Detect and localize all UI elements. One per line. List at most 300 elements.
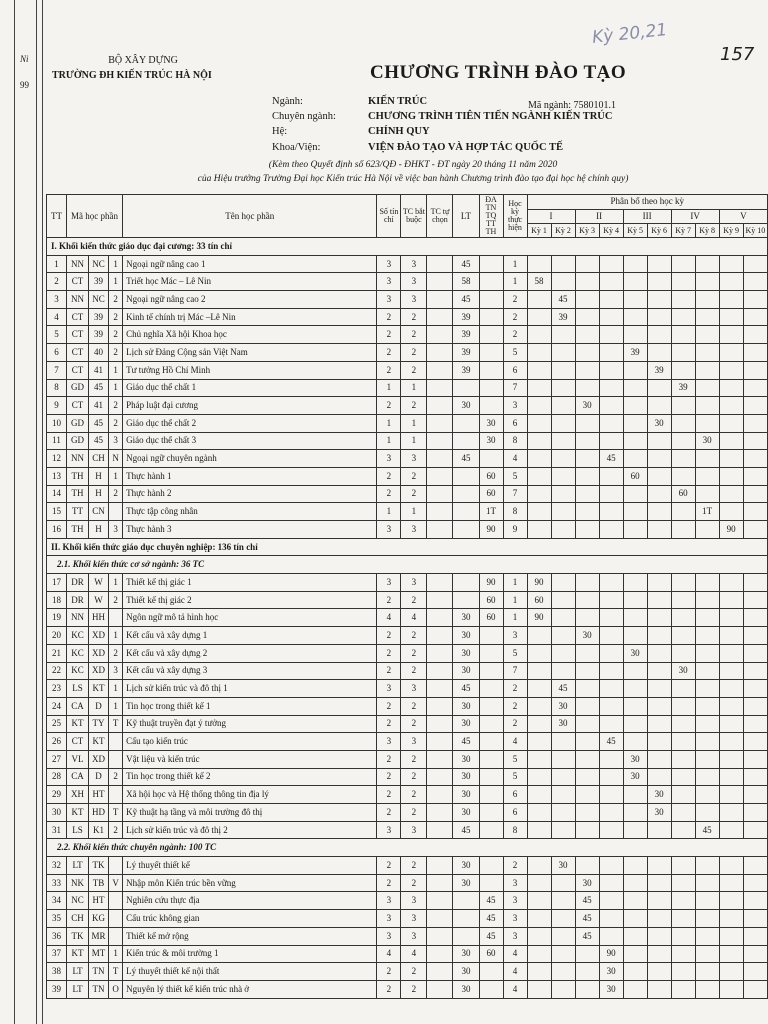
elective-credits — [427, 892, 453, 910]
curriculum-table-body — [47, 238, 768, 999]
code-prefix: KT — [67, 804, 89, 822]
lecture-hours: 30 — [453, 857, 479, 875]
required-credits: 3 — [401, 892, 427, 910]
semester: 9 — [503, 521, 527, 539]
row-number: 37 — [47, 945, 67, 963]
term-hours-cell — [527, 344, 551, 362]
term-hours-cell: 60 — [527, 591, 551, 609]
term-hours-cell: 30 — [551, 697, 575, 715]
term-header: Kỳ 8 — [695, 224, 719, 238]
lecture-hours: 30 — [453, 945, 479, 963]
code-group: TN — [89, 980, 109, 998]
code-group: TY — [89, 715, 109, 733]
code-group: KT — [89, 733, 109, 751]
term-hours-cell — [527, 874, 551, 892]
lecture-hours — [453, 591, 479, 609]
table-row — [47, 768, 768, 786]
term-hours-cell — [695, 662, 719, 680]
table-row — [47, 450, 768, 468]
term-hours-cell — [719, 680, 743, 698]
term-hours-cell — [671, 750, 695, 768]
semester: 2 — [503, 697, 527, 715]
table-row — [47, 680, 768, 698]
term-hours-cell — [623, 627, 647, 645]
elective-credits — [427, 467, 453, 485]
code-prefix: NC — [67, 892, 89, 910]
code-prefix: CT — [67, 308, 89, 326]
course-name: Thực tập công nhân — [123, 503, 377, 521]
table-row — [47, 432, 768, 450]
term-hours-cell — [695, 768, 719, 786]
term-hours-cell — [575, 857, 599, 875]
row-number: 36 — [47, 927, 67, 945]
code-suffix: 3 — [109, 662, 123, 680]
curriculum-table-wrap — [46, 194, 768, 999]
semester: 1 — [503, 609, 527, 627]
term-hours-cell — [743, 397, 767, 415]
term-hours-cell — [647, 980, 671, 998]
term-hours-cell — [695, 715, 719, 733]
code-group: 39 — [89, 273, 109, 291]
term-hours-cell — [743, 733, 767, 751]
credits: 3 — [377, 291, 401, 309]
col-header-dn: ĐA TN TQ TT TH — [479, 195, 503, 238]
term-hours-cell: 90 — [719, 521, 743, 539]
term-hours-cell — [647, 874, 671, 892]
credits: 2 — [377, 397, 401, 415]
course-name: Kỹ thuật hạ tầng và môi trường đô thị — [123, 804, 377, 822]
course-name: Tin học trong thiết kế 2 — [123, 768, 377, 786]
term-hours-cell: 30 — [599, 963, 623, 981]
required-credits: 2 — [401, 485, 427, 503]
table-row — [47, 273, 768, 291]
term-hours-cell — [671, 892, 695, 910]
semester: 4 — [503, 450, 527, 468]
table-row — [47, 945, 768, 963]
required-credits: 3 — [401, 927, 427, 945]
elective-credits — [427, 521, 453, 539]
practice-hours — [479, 768, 503, 786]
practice-hours — [479, 715, 503, 733]
required-credits: 2 — [401, 980, 427, 998]
term-hours-cell — [527, 397, 551, 415]
term-hours-cell — [719, 609, 743, 627]
credits: 2 — [377, 485, 401, 503]
course-name: Ngôn ngữ mô tả hình học — [123, 609, 377, 627]
table-row — [47, 644, 768, 662]
term-hours-cell — [743, 857, 767, 875]
term-hours-cell — [599, 591, 623, 609]
term-hours-cell — [671, 786, 695, 804]
term-hours-cell — [527, 308, 551, 326]
term-hours-cell: 30 — [623, 768, 647, 786]
code-suffix — [109, 750, 123, 768]
lecture-hours: 30 — [453, 609, 479, 627]
row-number: 9 — [47, 397, 67, 415]
practice-hours: 60 — [479, 609, 503, 627]
table-row — [47, 609, 768, 627]
term-hours-cell — [671, 361, 695, 379]
required-credits: 2 — [401, 627, 427, 645]
lecture-hours: 45 — [453, 450, 479, 468]
term-hours-cell — [743, 308, 767, 326]
code-suffix: V — [109, 874, 123, 892]
credits: 2 — [377, 768, 401, 786]
credits: 3 — [377, 273, 401, 291]
code-suffix: 1 — [109, 574, 123, 592]
field-label: Khoa/Viện: — [272, 142, 321, 153]
term-hours-cell — [719, 945, 743, 963]
term-hours-cell — [623, 291, 647, 309]
term-hours-cell — [575, 644, 599, 662]
elective-credits — [427, 821, 453, 839]
lecture-hours: 39 — [453, 308, 479, 326]
course-name: Lý thuyết thiết kế nội thất — [123, 963, 377, 981]
required-credits: 2 — [401, 397, 427, 415]
term-hours-cell — [695, 697, 719, 715]
row-number: 3 — [47, 291, 67, 309]
term-hours-cell — [575, 697, 599, 715]
required-credits: 2 — [401, 591, 427, 609]
elective-credits — [427, 450, 453, 468]
term-hours-cell — [527, 361, 551, 379]
code-group: MR — [89, 927, 109, 945]
term-hours-cell — [623, 804, 647, 822]
code-prefix: LT — [67, 963, 89, 981]
col-header-tt: TT — [47, 195, 67, 238]
code-group: D — [89, 768, 109, 786]
term-hours-cell — [551, 927, 575, 945]
row-number: 23 — [47, 680, 67, 698]
term-hours-cell — [599, 804, 623, 822]
semester: 4 — [503, 980, 527, 998]
term-hours-cell — [647, 344, 671, 362]
section-title: 2.2. Khối kiến thức chuyên ngành: 100 TC — [47, 839, 768, 857]
term-hours-cell — [671, 450, 695, 468]
term-hours-cell — [671, 308, 695, 326]
term-hours-cell — [743, 574, 767, 592]
term-hours-cell — [527, 804, 551, 822]
term-header: Kỳ 2 — [551, 224, 575, 238]
code-suffix: 1 — [109, 361, 123, 379]
credits: 3 — [377, 733, 401, 751]
practice-hours: 30 — [479, 414, 503, 432]
term-hours-cell — [719, 574, 743, 592]
credits: 2 — [377, 308, 401, 326]
term-hours-cell: 30 — [647, 414, 671, 432]
credits: 3 — [377, 892, 401, 910]
term-hours-cell — [551, 733, 575, 751]
term-hours-cell — [695, 344, 719, 362]
term-hours-cell — [551, 521, 575, 539]
lecture-hours: 30 — [453, 397, 479, 415]
code-suffix: 2 — [109, 326, 123, 344]
term-hours-cell — [743, 503, 767, 521]
practice-hours — [479, 857, 503, 875]
term-hours-cell — [647, 662, 671, 680]
course-name: Tin học trong thiết kế 1 — [123, 697, 377, 715]
term-hours-cell: 39 — [551, 308, 575, 326]
practice-hours — [479, 963, 503, 981]
semester: 2 — [503, 715, 527, 733]
practice-hours — [479, 308, 503, 326]
term-hours-cell — [623, 432, 647, 450]
term-hours-cell: 60 — [623, 467, 647, 485]
term-header: Kỳ 5 — [623, 224, 647, 238]
term-hours-cell — [527, 627, 551, 645]
code-prefix: TT — [67, 503, 89, 521]
course-name: Cấu trúc không gian — [123, 910, 377, 928]
table-row — [47, 786, 768, 804]
field-value: VIỆN ĐÀO TẠO VÀ HỢP TÁC QUỐC TẾ — [368, 142, 563, 153]
code-suffix: 3 — [109, 521, 123, 539]
term-hours-cell — [647, 821, 671, 839]
row-number: 6 — [47, 344, 67, 362]
practice-hours — [479, 821, 503, 839]
lecture-hours — [453, 574, 479, 592]
practice-hours — [479, 291, 503, 309]
term-hours-cell — [623, 945, 647, 963]
elective-credits — [427, 874, 453, 892]
lecture-hours: 30 — [453, 697, 479, 715]
term-hours-cell — [623, 662, 647, 680]
code-suffix: 2 — [109, 397, 123, 415]
code-group: NC — [89, 291, 109, 309]
lecture-hours: 30 — [453, 980, 479, 998]
elective-credits — [427, 750, 453, 768]
term-hours-cell — [695, 574, 719, 592]
field-value: CHƯƠNG TRÌNH TIÊN TIẾN NGÀNH KIẾN TRÚC — [368, 111, 613, 122]
term-hours-cell — [743, 697, 767, 715]
term-hours-cell — [527, 963, 551, 981]
term-hours-cell — [695, 326, 719, 344]
term-hours-cell — [695, 521, 719, 539]
term-hours-cell — [671, 503, 695, 521]
course-name: Thiết kế thị giác 2 — [123, 591, 377, 609]
code-group: W — [89, 591, 109, 609]
col-header-required: TC bắt buộc — [401, 195, 427, 238]
table-row — [47, 821, 768, 839]
code-prefix: NN — [67, 291, 89, 309]
term-hours-cell — [527, 521, 551, 539]
term-hours-cell — [695, 945, 719, 963]
term-hours-cell — [671, 821, 695, 839]
required-credits: 2 — [401, 750, 427, 768]
term-hours-cell — [599, 910, 623, 928]
term-hours-cell — [695, 361, 719, 379]
code-group: TB — [89, 874, 109, 892]
major-code: Mã ngành: 7580101.1 — [528, 100, 617, 111]
term-hours-cell — [551, 963, 575, 981]
practice-hours: 60 — [479, 591, 503, 609]
elective-credits — [427, 733, 453, 751]
code-group: HH — [89, 609, 109, 627]
term-hours-cell — [575, 768, 599, 786]
term-hours-cell — [719, 715, 743, 733]
required-credits: 2 — [401, 768, 427, 786]
credits: 3 — [377, 821, 401, 839]
term-hours-cell — [719, 485, 743, 503]
term-hours-cell — [575, 414, 599, 432]
term-hours-cell — [743, 963, 767, 981]
term-hours-cell — [599, 432, 623, 450]
required-credits: 3 — [401, 521, 427, 539]
code-suffix — [109, 910, 123, 928]
term-hours-cell — [719, 291, 743, 309]
code-prefix: XH — [67, 786, 89, 804]
row-number: 24 — [47, 697, 67, 715]
term-hours-cell — [671, 980, 695, 998]
lecture-hours: 30 — [453, 786, 479, 804]
code-prefix: TH — [67, 467, 89, 485]
code-suffix: O — [109, 980, 123, 998]
required-credits: 2 — [401, 467, 427, 485]
required-credits: 3 — [401, 291, 427, 309]
table-row — [47, 414, 768, 432]
code-suffix: T — [109, 804, 123, 822]
code-group: 40 — [89, 344, 109, 362]
term-hours-cell — [647, 308, 671, 326]
elective-credits — [427, 768, 453, 786]
term-hours-cell — [551, 910, 575, 928]
term-hours-cell — [647, 963, 671, 981]
term-hours-cell — [599, 715, 623, 733]
row-number: 27 — [47, 750, 67, 768]
term-hours-cell — [695, 308, 719, 326]
term-hours-cell — [551, 945, 575, 963]
required-credits: 4 — [401, 945, 427, 963]
row-number: 32 — [47, 857, 67, 875]
course-name: Lý thuyết thiết kế — [123, 857, 377, 875]
term-hours-cell — [551, 344, 575, 362]
course-name: Ngoại ngữ nâng cao 1 — [123, 255, 377, 273]
term-hours-cell: 90 — [527, 609, 551, 627]
required-credits: 1 — [401, 432, 427, 450]
term-hours-cell — [575, 733, 599, 751]
term-hours-cell — [599, 485, 623, 503]
credits: 3 — [377, 680, 401, 698]
code-prefix: CT — [67, 361, 89, 379]
lecture-hours: 30 — [453, 750, 479, 768]
term-hours-cell — [671, 291, 695, 309]
term-hours-cell — [695, 644, 719, 662]
semester: 3 — [503, 627, 527, 645]
practice-hours: 60 — [479, 467, 503, 485]
term-hours-cell — [647, 397, 671, 415]
year-header: III — [623, 209, 671, 224]
elective-credits — [427, 680, 453, 698]
term-hours-cell — [743, 627, 767, 645]
table-row — [47, 750, 768, 768]
code-suffix — [109, 733, 123, 751]
term-hours-cell — [551, 273, 575, 291]
lecture-hours: 30 — [453, 804, 479, 822]
code-group: XD — [89, 662, 109, 680]
term-hours-cell: 39 — [671, 379, 695, 397]
term-hours-cell — [599, 927, 623, 945]
lecture-hours: 30 — [453, 963, 479, 981]
semester: 8 — [503, 821, 527, 839]
code-group: KG — [89, 910, 109, 928]
term-hours-cell — [743, 945, 767, 963]
elective-credits — [427, 485, 453, 503]
term-hours-cell — [599, 680, 623, 698]
term-hours-cell — [695, 733, 719, 751]
term-hours-cell — [719, 450, 743, 468]
code-group: HD — [89, 804, 109, 822]
required-credits: 3 — [401, 255, 427, 273]
margin-line — [36, 0, 37, 1024]
practice-hours: 45 — [479, 927, 503, 945]
term-hours-cell — [623, 680, 647, 698]
term-hours-cell — [599, 574, 623, 592]
row-number: 30 — [47, 804, 67, 822]
elective-credits — [427, 326, 453, 344]
term-hours-cell — [647, 644, 671, 662]
term-hours-cell — [647, 485, 671, 503]
term-hours-cell — [671, 804, 695, 822]
term-hours-cell — [599, 750, 623, 768]
row-number: 20 — [47, 627, 67, 645]
term-hours-cell — [575, 521, 599, 539]
elective-credits — [427, 609, 453, 627]
term-hours-cell — [743, 662, 767, 680]
required-credits: 2 — [401, 874, 427, 892]
practice-hours: 60 — [479, 485, 503, 503]
semester: 5 — [503, 644, 527, 662]
term-hours-cell — [551, 326, 575, 344]
term-hours-cell — [623, 255, 647, 273]
code-suffix — [109, 503, 123, 521]
course-name: Thực hành 2 — [123, 485, 377, 503]
course-name: Nhập môn Kiến trúc bền vững — [123, 874, 377, 892]
practice-hours — [479, 361, 503, 379]
term-header: Kỳ 4 — [599, 224, 623, 238]
practice-hours — [479, 255, 503, 273]
term-hours-cell — [671, 397, 695, 415]
practice-hours — [479, 273, 503, 291]
term-hours-cell — [647, 326, 671, 344]
lecture-hours: 45 — [453, 255, 479, 273]
row-number: 10 — [47, 414, 67, 432]
term-hours-cell — [743, 432, 767, 450]
term-hours-cell — [527, 644, 551, 662]
field-value: CHÍNH QUY — [368, 126, 430, 137]
term-hours-cell — [719, 503, 743, 521]
term-hours-cell: 30 — [623, 750, 647, 768]
code-prefix: CT — [67, 326, 89, 344]
term-hours-cell — [647, 857, 671, 875]
term-hours-cell — [527, 857, 551, 875]
term-hours-cell — [647, 432, 671, 450]
course-name: Ngoại ngữ chuyên ngành — [123, 450, 377, 468]
margin-line — [42, 0, 43, 1024]
code-suffix: 2 — [109, 644, 123, 662]
term-hours-cell — [695, 680, 719, 698]
term-hours-cell — [551, 414, 575, 432]
term-hours-cell — [527, 379, 551, 397]
term-hours-cell — [599, 874, 623, 892]
term-hours-cell — [671, 627, 695, 645]
term-hours-cell — [551, 609, 575, 627]
term-hours-cell — [575, 804, 599, 822]
section-header-row — [47, 538, 768, 556]
course-name: Cấu tạo kiến trúc — [123, 733, 377, 751]
term-hours-cell — [575, 945, 599, 963]
course-name: Nguyên lý thiết kế kiến trúc nhà ở — [123, 980, 377, 998]
course-name: Ngoại ngữ nâng cao 2 — [123, 291, 377, 309]
term-hours-cell — [551, 432, 575, 450]
